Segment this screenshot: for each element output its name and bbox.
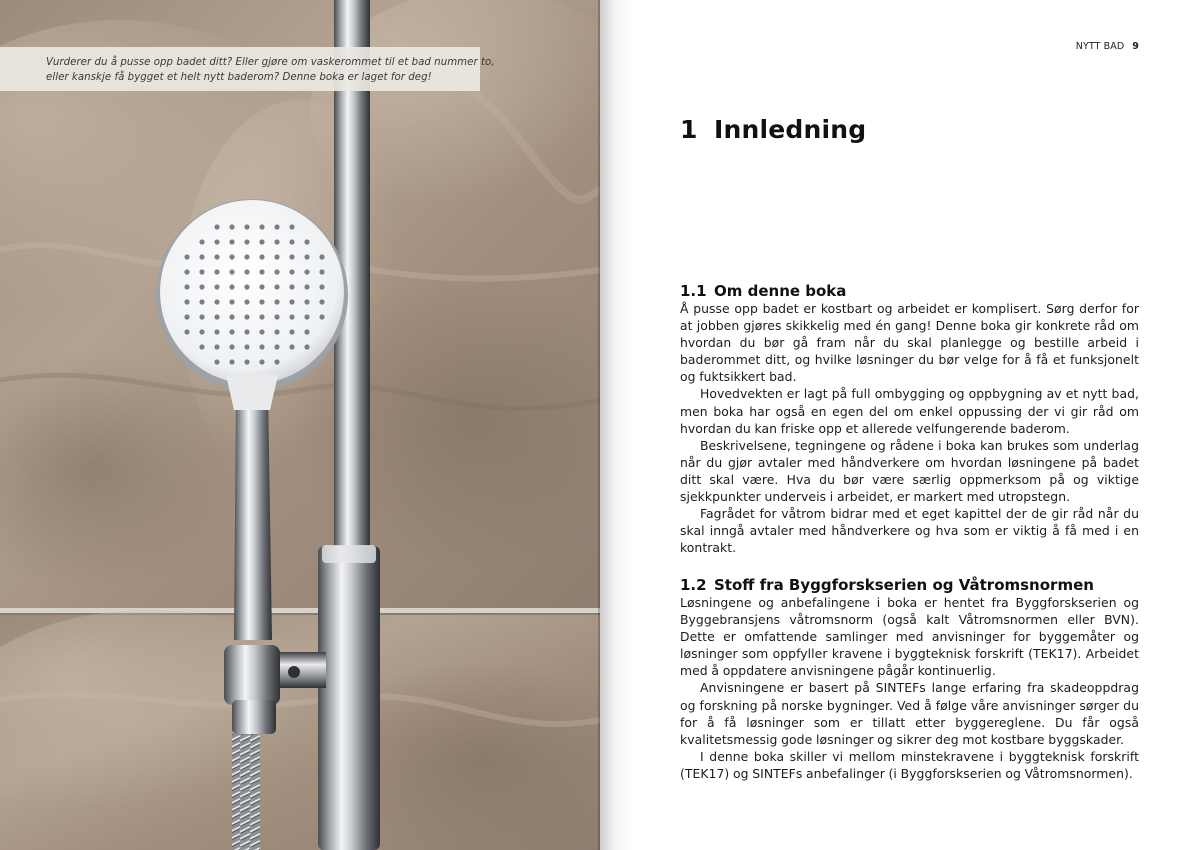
nozzle-dot [229, 359, 234, 364]
nozzle-dot [229, 329, 234, 334]
right-page [600, 0, 1200, 850]
nozzle-dot [274, 284, 279, 289]
nozzle-dot [259, 359, 264, 364]
nozzle-dot [259, 329, 264, 334]
nozzle-dot [289, 299, 294, 304]
section-number: 1.2 [680, 576, 707, 594]
nozzle-dot [289, 284, 294, 289]
nozzle-dot [184, 284, 189, 289]
page-number: 9 [1132, 41, 1139, 52]
body-paragraph: Løsningene og anbefalingene i boka er hentet fra Byggforskserien og Byggebransjens våtromsnorm (også kalt Våtromsnormen eller BVN). Dette er omfattende samlinger med anvisninger for byggemåter og løsninger som oppfyller kravene i byggteknisk forskrift (TEK17). Arbeidet med å oppdatere anvisningene pågår kontinuerlig. [680, 595, 1139, 679]
nozzle-dot [289, 329, 294, 334]
nozzle-dot [214, 314, 219, 319]
nozzle-dot [319, 269, 324, 274]
nozzle-dot [184, 299, 189, 304]
section-number: 1.1 [680, 282, 707, 300]
body-paragraph: Fagrådet for våtrom bidrar med et eget kapittel der de gir råd når du skal inngå avtaler med håndverkere og hva som er viktig å få med i en kontrakt. [680, 506, 1139, 556]
nozzle-dot [229, 254, 234, 259]
nozzle-dot [199, 299, 204, 304]
body-paragraph: I denne boka skiller vi mellom minstekravene i byggteknisk forskrift (TEK17) og SINTEFs anbefalinger (i Byggforskserien og Våtromsnormen). [680, 748, 1139, 781]
photo-caption [0, 47, 495, 91]
nozzle-dot [259, 269, 264, 274]
nozzle-dot [319, 284, 324, 289]
nozzle-dot [274, 269, 279, 274]
nozzle-dot [274, 344, 279, 349]
caption-line-1: Vurderer du å pusse opp badet ditt? Eller gjøre om vaskerommet til et bad nummer to, [46, 57, 495, 68]
nozzle-dot [304, 269, 309, 274]
section-title: Stoff fra Byggforskserien og Våtromsnormen [714, 576, 1094, 594]
nozzle-dot [229, 344, 234, 349]
body-paragraph: Å pusse opp badet er kostbart og arbeidet er komplisert. Sørg derfor for at jobben gjøres skikkelig med én gang! Denne boka gir konkrete råd om hvordan du bør gå fram når du skal planlegge og bestille arbeid i baderommet ditt, og hvilke løsninger du bør velge for å få et funksjonelt og fuktsikkert bad. [680, 301, 1139, 385]
nozzle-dot [199, 284, 204, 289]
nozzle-dot [304, 314, 309, 319]
nozzle-dot [244, 329, 249, 334]
nozzle-dot [259, 239, 264, 244]
chapter-number: 1 [680, 115, 698, 144]
section-heading [680, 576, 1139, 594]
nozzle-dot [244, 344, 249, 349]
nozzle-dot [229, 284, 234, 289]
nozzle-dot [274, 299, 279, 304]
nozzle-dot [229, 314, 234, 319]
nozzle-dot [289, 224, 294, 229]
nozzle-dot [289, 344, 294, 349]
nozzle-dot [229, 224, 234, 229]
nozzle-dot [289, 254, 294, 259]
nozzle-dot [319, 299, 324, 304]
nozzle-dot [289, 269, 294, 274]
nozzle-dot [244, 284, 249, 289]
nozzle-dot [289, 239, 294, 244]
chapter-title: Innledning [714, 115, 867, 144]
section-stoff-fra-byggforskserien [680, 576, 1139, 782]
nozzle-dot [199, 329, 204, 334]
nozzle-dot [184, 329, 189, 334]
section-title: Om denne boka [714, 282, 847, 300]
nozzle-dot [259, 284, 264, 289]
nozzle-dot [319, 254, 324, 259]
nozzle-dot [274, 254, 279, 259]
nozzle-dot [244, 224, 249, 229]
running-header-title: NYTT BAD [1075, 41, 1125, 52]
body-paragraph: Hovedvekten er lagt på full ombygging og oppbygning av et nytt bad, men boka har også en egen del om enkel oppussing der vi gir råd om hvordan du kan friske opp et allerede velfungerende baderom. [680, 386, 1139, 436]
chapter-heading [680, 115, 866, 144]
nozzle-dot [274, 359, 279, 364]
body-paragraph: Anvisningene er basert på SINTEFs lange erfaring fra skadeoppdrag og forskning på norske bygninger. Ved å følge våre anvisninger sørger du for å få løsninger som er tillatt etter byggereglene. Du får også kvalitetsmessig gode løsninger og sikrer deg mot kostbare byggskader. [680, 680, 1139, 747]
nozzle-dot [229, 299, 234, 304]
body-paragraph: Beskrivelsene, tegningene og rådene i boka kan brukes som underlag når du gjør avtaler med håndverkere om hvordan løsningene på badet ditt skal være. Hva du bør være særlig oppmerksom på og viktige sjekkpunkter underveis i arbeidet, er markert med utropstegn. [680, 437, 1139, 505]
nozzle-dot [244, 254, 249, 259]
nozzle-dot [319, 314, 324, 319]
nozzle-dot [199, 269, 204, 274]
nozzle-dot [214, 254, 219, 259]
nozzle-dot [229, 269, 234, 274]
nozzle-dot [289, 314, 294, 319]
nozzle-dot [304, 344, 309, 349]
nozzle-dot [199, 239, 204, 244]
nozzle-dot [184, 269, 189, 274]
nozzle-dot [274, 239, 279, 244]
nozzle-dot [244, 269, 249, 274]
nozzle-dot [199, 344, 204, 349]
nozzle-dot [244, 239, 249, 244]
nozzle-dot [229, 239, 234, 244]
nozzle-dot [274, 329, 279, 334]
nozzle-dot [304, 284, 309, 289]
nozzle-dot [259, 344, 264, 349]
nozzle-dot [214, 239, 219, 244]
nozzle-dot [214, 359, 219, 364]
nozzle-dot [214, 224, 219, 229]
nozzle-dot [259, 314, 264, 319]
nozzle-dot [184, 254, 189, 259]
nozzle-dot [244, 299, 249, 304]
nozzle-dot [259, 299, 264, 304]
running-header [1076, 41, 1139, 52]
nozzle-dot [214, 299, 219, 304]
caption-line-2: eller kanskje få bygget et helt nytt baderom? Denne boka er laget for deg! [46, 72, 432, 83]
nozzle-dot [199, 314, 204, 319]
nozzle-dot [244, 359, 249, 364]
nozzle-dot [214, 269, 219, 274]
nozzle-dot [259, 254, 264, 259]
section-heading [680, 282, 1139, 300]
nozzle-dot [184, 314, 189, 319]
nozzle-dot [244, 314, 249, 319]
nozzle-dot [214, 329, 219, 334]
nozzle-dot [274, 314, 279, 319]
nozzle-dot [304, 299, 309, 304]
section-om-denne-boka [680, 282, 1139, 556]
nozzle-dot [304, 239, 309, 244]
nozzle-dot [259, 224, 264, 229]
nozzle-dot [214, 344, 219, 349]
nozzle-dot [274, 224, 279, 229]
nozzle-dot [304, 329, 309, 334]
nozzle-dot [199, 254, 204, 259]
nozzle-dot [214, 284, 219, 289]
nozzle-dot [304, 254, 309, 259]
